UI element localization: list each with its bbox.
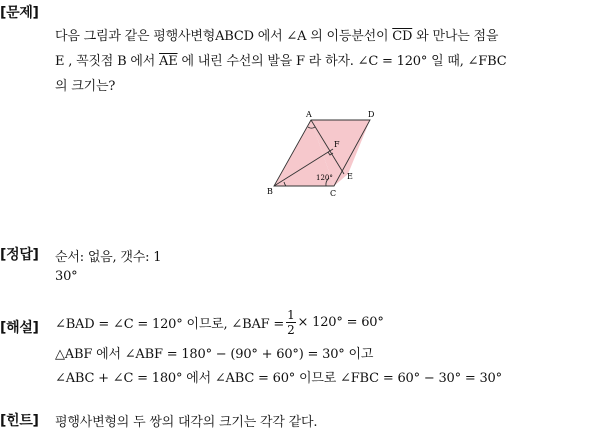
hint-label: [힌트]: [0, 413, 39, 429]
answer-line-1: 순서: 없음, 갯수: 1: [55, 250, 162, 265]
problem-line-2: E , 꼭짓점 B 에서 $\overline{AE}$ 에 내린 수선의 발을 F 라 하자. ∠C = 120° 일 때, ∠FBC: [55, 54, 507, 69]
answer-label: [정답]: [0, 247, 39, 263]
segment-cd: $\overline{CD}$: [392, 29, 413, 44]
explanation-line-1: ∠BAD = ∠C = 120° 이므로, ∠BAF = $\frac{1}{2}$ × 120° = 60°: [55, 307, 384, 337]
answer-line-2: 30°: [55, 269, 78, 284]
label-e: E: [347, 172, 353, 181]
label-f: F: [334, 140, 340, 149]
parallelogram-figure: [262, 106, 386, 202]
label-d: D: [368, 110, 375, 119]
label-c: C: [330, 189, 337, 198]
problem-line-3: 의 크기는?: [55, 79, 116, 94]
segment-ae: $\overline{AE}$: [159, 54, 178, 69]
problem-line-1: 다음 그림과 같은 평행사변형ABCD 에서 ∠A 의 이등분선이 $\overline{CD}$ 와 만나는 점을: [55, 29, 499, 44]
label-a: A: [306, 110, 312, 119]
fraction-half: $\frac{1}{2}$: [287, 307, 295, 337]
explanation-line-3: ∠ABC + ∠C = 180° 에서 ∠ABC = 60° 이므로 ∠FBC = 60° − 30° = 30°: [55, 371, 502, 386]
hint-text: 평행사변형의 두 쌍의 대각의 크기는 각각 같다.: [55, 415, 318, 430]
problem-label: [문제]: [0, 5, 39, 21]
angle-label-c: 120°: [316, 174, 333, 182]
label-b: B: [267, 187, 273, 196]
explanation-label: [해설]: [0, 320, 39, 336]
explanation-line-2: △ABF 에서 ∠ABF = 180° − (90° + 60°) = 30° 이고: [55, 347, 374, 362]
